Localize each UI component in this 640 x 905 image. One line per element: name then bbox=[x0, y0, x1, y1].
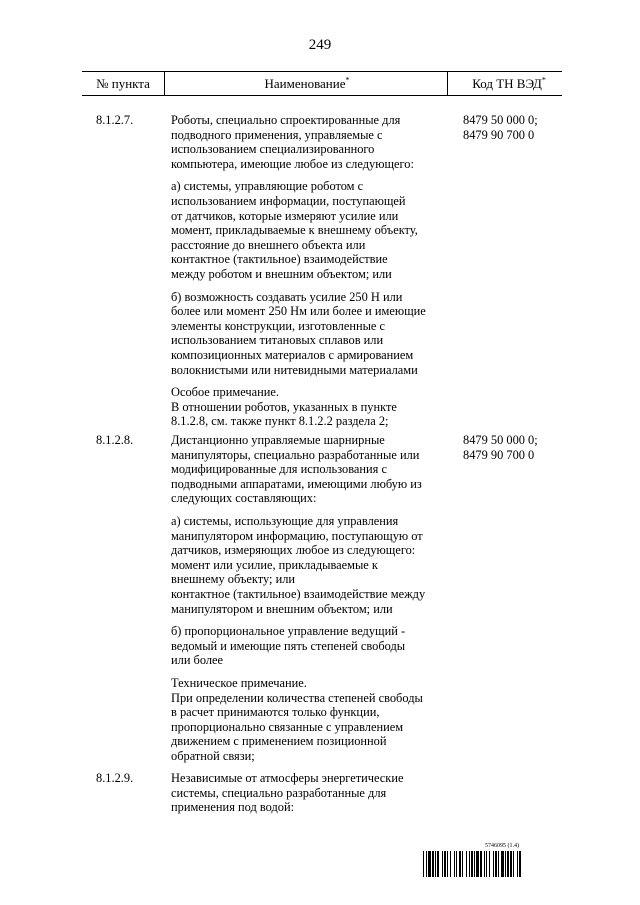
header-item-number: № пункта bbox=[96, 76, 150, 91]
barcode-caption: 5746095 (1.4) bbox=[485, 843, 519, 849]
table-header-bottom-rule bbox=[82, 95, 562, 96]
item-number: 8.1.2.8. bbox=[96, 433, 134, 447]
barcode-icon bbox=[423, 851, 563, 877]
item-number: 8.1.2.7. bbox=[96, 113, 134, 127]
header-column-separator bbox=[164, 72, 165, 95]
description-paragraph: Дистанционно управляемые шарнирные манипуляторы, специально разработанные или модифицированные для использования с подводными аппаратами, имеющими любую из следующих составляющих: bbox=[171, 433, 422, 506]
description-paragraph: Роботы, специально спроектированные для подводного применения, управляемые с использованием специализированного компьютера, имеющие любое из следующего: bbox=[171, 113, 414, 171]
header-name-asterisk: * bbox=[345, 75, 350, 85]
tn-ved-code: 8479 50 000 0; 8479 90 700 0 bbox=[463, 433, 538, 462]
description-paragraph: б) пропорциональное управление ведущий - ведомый и имеющие пять степеней свободы или более bbox=[171, 624, 406, 668]
item-number: 8.1.2.9. bbox=[96, 771, 134, 785]
header-tn-ved-code: Код ТН ВЭД* bbox=[472, 75, 546, 91]
description-paragraph: б) возможность создавать усилие 250 Н или более или момент 250 Нм или более и имеющие элементы конструкции, изготовленные с использованием титановых сплавов или композиционных материалов с армированием волокнистыми или нитевидными материалами bbox=[171, 289, 426, 377]
item-description bbox=[171, 433, 451, 771]
table-header-top-rule bbox=[82, 71, 562, 72]
header-name: Наименование* bbox=[264, 75, 350, 91]
page-number: 249 bbox=[308, 37, 332, 53]
special-note: Особое примечание. В отношении роботов, указанных в пункте 8.1.2.8, см. также пункт 8.1.2.2 раздела 2; bbox=[171, 385, 397, 429]
header-column-separator bbox=[447, 72, 448, 95]
description-paragraph: а) системы, управляющие роботом с использованием информации, поступающей от датчиков, которые измеряют усилие или момент, прикладываемые к внешнему объекту, расстояние до внешнего объекта или контактное (тактильное) взаимодействие между роботом и внешним объектом; или bbox=[171, 179, 418, 281]
technical-note: Техническое примечание. При определении количества степеней свободы в расчет принимаются только функции, пропорционально связанные с управлением движением с применением позиционной обратной связи; bbox=[171, 675, 423, 763]
item-description bbox=[171, 113, 451, 437]
item-description bbox=[171, 771, 451, 823]
description-paragraph: Независимые от атмосферы энергетические системы, специально разработанные для применения под водой: bbox=[171, 771, 404, 815]
description-paragraph: а) системы, использующие для управления манипулятором информацию, поступающую от датчиков, измеряющих любое из следующего: момент или усилие, прикладываемые к внешнему объекту; или контактное (тактильное) взаимодействие между манипулятором и внешним объектом; или bbox=[171, 513, 426, 616]
document-barcode bbox=[423, 843, 563, 885]
header-code-asterisk: * bbox=[541, 75, 546, 85]
tn-ved-code: 8479 50 000 0; 8479 90 700 0 bbox=[463, 113, 538, 142]
